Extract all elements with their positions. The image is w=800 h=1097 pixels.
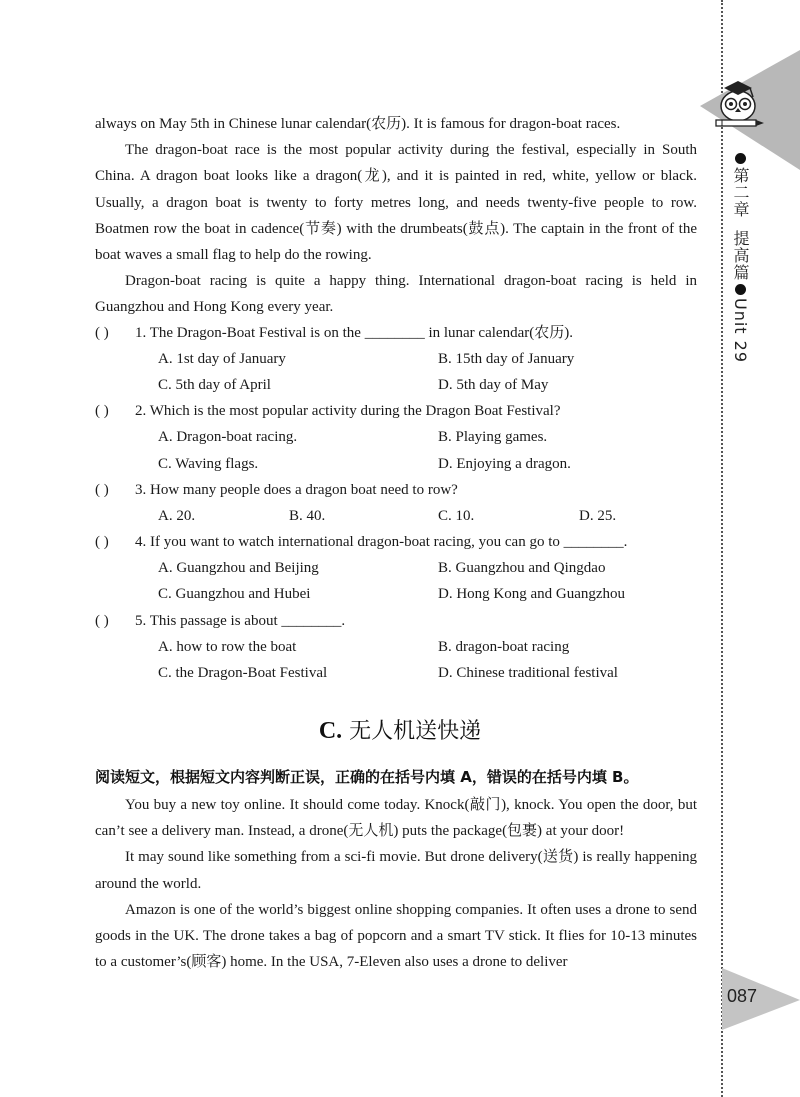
passage-paragraph: It may sound like something from a sci-fi movie. But drone delivery(送货) is really happening around the world.	[95, 849, 697, 892]
passage-paragraph: The dragon-boat race is the most popular activity during the festival, especially in South China. A dragon boat looks like a dragon(龙), and it is painted in red, white, yellow or black. Usually, a dragon boat is twenty to forty metres long, and needs twenty-five people to row. Boatmen row the boat in cadence(节奏) with the drumbeats(鼓点). The captain in the front of the boat waves a small flag to help do the rowing.	[95, 142, 697, 264]
option-d: D. Enjoying a dragon.	[438, 456, 571, 472]
passage-b	[95, 111, 697, 321]
section-c-title	[0, 714, 800, 745]
option-a: A. how to row the boat	[158, 639, 297, 655]
option-b: B. dragon-boat racing	[438, 639, 570, 655]
section-title-text: 无人机送快递	[349, 719, 482, 744]
part-label: 提高篇	[731, 230, 750, 281]
option-d: D. Chinese traditional festival	[438, 665, 618, 681]
answer-blank[interactable]: ( )	[95, 534, 109, 550]
answer-blank[interactable]: ( )	[95, 482, 109, 498]
bullet-dot	[735, 153, 746, 164]
answer-blank[interactable]: ( )	[95, 325, 109, 341]
question-text: 4. If you want to watch international dragon-boat racing, you can go to ________.	[135, 534, 628, 550]
section-letter: C.	[318, 718, 343, 744]
option-d: D. 25.	[579, 508, 617, 524]
section-instruction: 阅读短文，根据短文内容判断正误，正确的在括号内填 A，错误的在括号内填 B。	[95, 768, 639, 786]
option-c: C. Waving flags.	[158, 456, 259, 472]
answer-blank[interactable]: ( )	[95, 403, 109, 419]
option-d: D. Hong Kong and Guangzhou	[438, 586, 626, 602]
question-text: 1. The Dragon-Boat Festival is on the ________ in lunar calendar(农历).	[135, 325, 573, 341]
chapter-label: 第二章	[731, 167, 750, 218]
question-text: 3. How many people does a dragon boat need to row?	[135, 482, 458, 498]
option-b: B. Guangzhou and Qingdao	[438, 560, 606, 576]
passage-c	[95, 792, 697, 975]
passage-paragraph: You buy a new toy online. It should come today. Knock(敲门), knock. You open the door, but can’t see a delivery man. Instead, a drone(无人机) puts the package(包裹) at your door!	[95, 797, 697, 840]
unit-label: Unit 29	[731, 298, 750, 364]
option-a: A. Guangzhou and Beijing	[158, 560, 319, 576]
bullet-dot	[735, 284, 746, 295]
question-text: 5. This passage is about ________.	[135, 613, 346, 629]
passage-paragraph: always on May 5th in Chinese lunar calendar(农历). It is famous for dragon-boat races.	[95, 116, 621, 132]
question-text: 2. Which is the most popular activity during the Dragon Boat Festival?	[135, 403, 561, 419]
answer-blank[interactable]: ( )	[95, 613, 109, 629]
option-c: C. the Dragon-Boat Festival	[158, 665, 328, 681]
page-number: 087	[727, 986, 758, 1006]
option-b: B. 40.	[289, 508, 326, 524]
option-d: D. 5th day of May	[438, 377, 549, 393]
chapter-side-label	[726, 150, 752, 363]
option-c: C. 5th day of April	[158, 377, 271, 393]
option-a: A. Dragon-boat racing.	[158, 429, 298, 445]
option-a: A. 20.	[158, 508, 196, 524]
option-b: B. 15th day of January	[438, 351, 575, 367]
option-a: A. 1st day of January	[158, 351, 286, 367]
option-b: B. Playing games.	[438, 429, 548, 445]
option-c: C. 10.	[438, 508, 475, 524]
passage-paragraph: Amazon is one of the world’s biggest online shopping companies. It often uses a drone to send goods in the UK. The drone takes a bag of popcorn and a smart TV stick. It flies for 10-13 minutes to a customer’s(顾客) home. In the USA, 7-Eleven also uses a drone to deliver	[95, 901, 697, 971]
option-c: C. Guangzhou and Hubei	[158, 586, 311, 602]
passage-paragraph: Dragon-boat racing is quite a happy thing. International dragon-boat racing is held in Guangzhou and Hong Kong every year.	[95, 273, 697, 316]
